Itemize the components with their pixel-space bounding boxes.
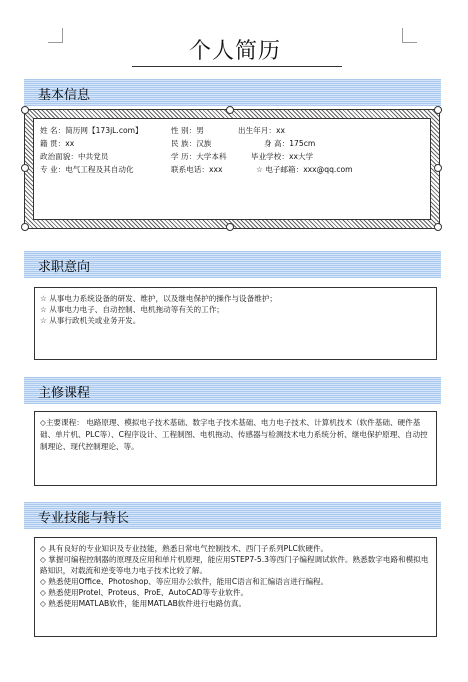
field-native: 籍 贯：xx xyxy=(40,139,75,148)
section-label-courses: 主修课程 xyxy=(38,386,91,401)
field-phone: 联系电话：xxx xyxy=(171,165,223,174)
section-header-skills[interactable] xyxy=(24,502,441,529)
field-politics: 政治面貌：中共党员 xyxy=(40,152,109,161)
resize-handle[interactable] xyxy=(21,223,29,231)
resize-handle[interactable] xyxy=(434,223,442,231)
skills-item: ◇ 熟悉使用Protel、Proteus、ProE、AutoCAD等专业软件。 xyxy=(40,588,249,597)
resize-handle[interactable] xyxy=(21,164,29,172)
intention-item: ☆ 从事电力电子、自动控制、电机拖动等有关的工作； xyxy=(40,305,224,314)
title-underline xyxy=(132,66,342,67)
resize-handle[interactable] xyxy=(226,223,234,231)
section-label-skills: 专业技能与特长 xyxy=(38,511,130,526)
field-school: 毕业学校：xx大学 xyxy=(251,152,314,161)
intention-box[interactable] xyxy=(34,287,437,360)
basic-info-box[interactable] xyxy=(33,118,431,220)
basic-info-frame[interactable] xyxy=(24,109,440,229)
intention-item: ☆ 从事行政机关或业务开发。 xyxy=(40,316,141,325)
field-birth: 出生年月：xx xyxy=(238,126,285,135)
page-title[interactable]: 个人简历 xyxy=(188,39,281,64)
field-height: 身 高：175cm xyxy=(264,139,316,148)
skills-box[interactable] xyxy=(34,537,437,637)
page-corner-mark-top-right xyxy=(402,28,417,43)
section-label-intention: 求职意向 xyxy=(38,260,91,275)
section-header-intention[interactable] xyxy=(24,251,441,278)
skills-item: ◇ 掌握可编程控制器的原理及应用和单片机原理，能应用STEP7-5.3等西门子编程调试软件。熟悉数字电路和模拟电路知识，对载流和逆变等电力电子技术比较了解。 xyxy=(40,555,429,575)
field-major: 专 业：电气工程及其自动化 xyxy=(40,165,134,174)
courses-text: ◇主要课程： 电路原理、模拟电子技术基础、数字电子技术基础、电力电子技术、计算机技术（软件基础、硬件基础、单片机、PLC等）、C程序设计、工程制图、电机拖动、传感器与检测技术电力系统分析、继电保护原理、自动控制理论、现代控制理论、等。 xyxy=(40,418,428,451)
field-name: 姓 名：简历网【173jL.com】 xyxy=(40,126,143,135)
field-ethnic: 民 族：汉族 xyxy=(171,139,212,148)
skills-item: ◇ 具有良好的专业知识及专业技能，熟悉日常电气控制技术、西门子系列PLC软硬件。 xyxy=(40,544,329,553)
resize-handle[interactable] xyxy=(434,106,442,114)
resize-handle[interactable] xyxy=(21,106,29,114)
resize-handle[interactable] xyxy=(226,106,234,114)
resize-handle[interactable] xyxy=(434,164,442,172)
field-education: 学 历：大学本科 xyxy=(171,152,227,161)
courses-box[interactable] xyxy=(34,411,437,486)
section-label-basic: 基本信息 xyxy=(38,88,91,103)
intention-item: ☆ 从事电力系统设备的研发、维护，以及继电保护的操作与设备维护； xyxy=(40,294,278,303)
page-corner-mark-top-left xyxy=(48,28,63,43)
section-header-basic[interactable] xyxy=(24,79,441,106)
skills-item: ◇ 熟悉使用Office、Photoshop、等应用办公软件，能用C语言和汇编语言进行编程。 xyxy=(40,577,329,586)
section-header-courses[interactable] xyxy=(24,377,441,404)
field-email: ☆ 电子邮箱：xxx@qq.com xyxy=(256,165,353,174)
skills-item: ◇ 熟悉使用MATLAB软件，能用MATLAB软件进行电路仿真。 xyxy=(40,599,247,608)
field-gender: 性 别：男 xyxy=(171,126,204,135)
